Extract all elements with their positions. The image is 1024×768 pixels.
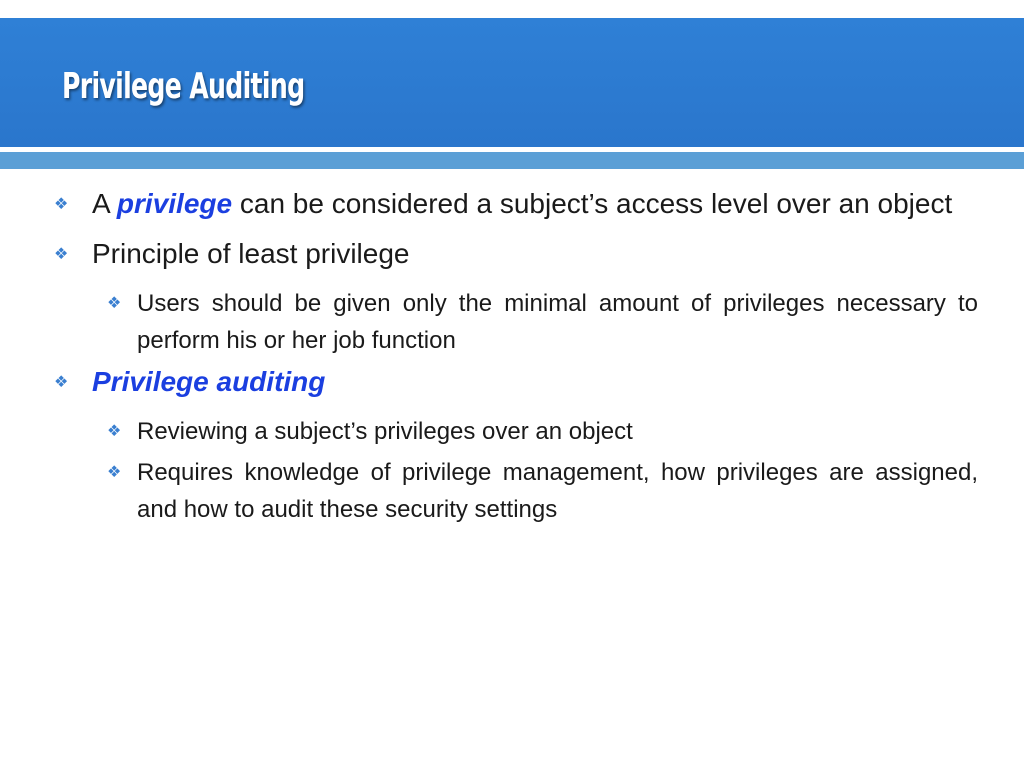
emphasized-term: privilege: [116, 188, 233, 219]
sub-bullet-item: [0, 413, 1024, 450]
bullet-item: [0, 185, 1024, 222]
bullet-text: can be considered a subject’s access level over an object: [232, 188, 953, 219]
sub-bullet-item: [0, 454, 1024, 528]
diamond-bullet-icon: ❖: [107, 423, 122, 440]
bullet-text: Users should be given only the minimal amount of privileges necessary to perform his or her job function: [137, 290, 978, 354]
emphasized-term: Privilege auditing: [92, 366, 326, 397]
top-strip: [0, 0, 1024, 18]
bullet-text: Reviewing a subject’s privileges over an object: [137, 418, 633, 445]
diamond-bullet-icon: ❖: [107, 295, 122, 312]
slide-title: Privilege Auditing: [62, 66, 305, 107]
diamond-bullet-icon: ❖: [54, 374, 69, 391]
diamond-bullet-icon: ❖: [54, 246, 69, 263]
title-bar: [0, 18, 1024, 147]
bullet-item: [0, 235, 1024, 272]
diamond-bullet-icon: ❖: [54, 196, 69, 213]
bullet-text: A: [92, 188, 117, 219]
sub-bullet-item: [0, 285, 1024, 359]
bullet-text: Principle of least privilege: [92, 238, 410, 269]
bullet-text: Requires knowledge of privilege management, how privileges are assigned, and how to audit these security settings: [137, 459, 978, 523]
bullet-item: [0, 363, 1024, 400]
diamond-bullet-icon: ❖: [107, 464, 122, 481]
bullet-list: [0, 185, 1024, 532]
divider-blue: [0, 152, 1024, 169]
